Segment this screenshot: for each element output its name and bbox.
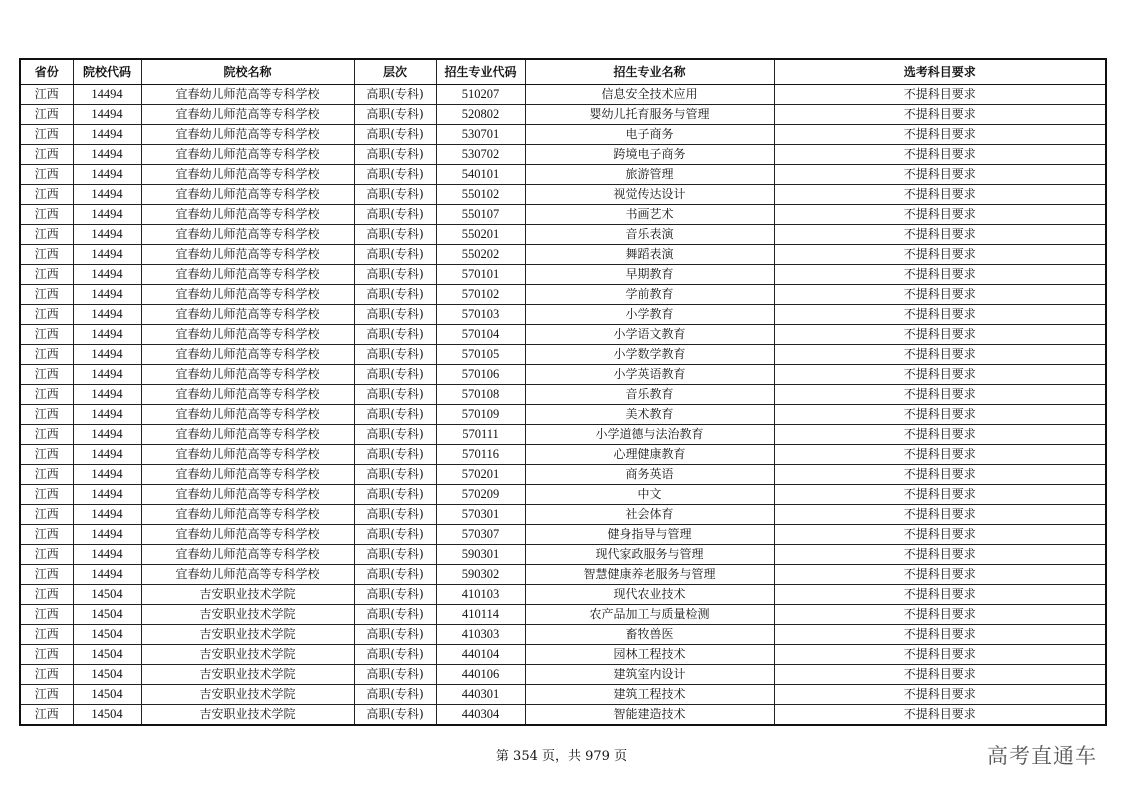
province-cell: 江西 (20, 585, 73, 605)
province-cell: 江西 (20, 525, 73, 545)
subject-requirement-cell: 不提科目要求 (774, 165, 1106, 185)
level-cell: 高职(专科) (354, 525, 436, 545)
school-code-cell: 14494 (73, 365, 141, 385)
major-name-cell: 信息安全技术应用 (525, 85, 774, 105)
subject-requirement-cell: 不提科目要求 (774, 365, 1106, 385)
school-name-cell: 宜春幼儿师范高等专科学校 (141, 325, 354, 345)
watermark-text: 高考直通车 (987, 744, 1097, 768)
major-code-cell: 530702 (436, 145, 525, 165)
school-name-cell: 宜春幼儿师范高等专科学校 (141, 465, 354, 485)
school-code-cell: 14504 (73, 685, 141, 705)
major-code-cell: 570108 (436, 385, 525, 405)
subject-requirement-cell: 不提科目要求 (774, 525, 1106, 545)
major-name-cell: 心理健康教育 (525, 445, 774, 465)
major-code-cell: 570106 (436, 365, 525, 385)
subject-requirement-cell: 不提科目要求 (774, 305, 1106, 325)
level-cell: 高职(专科) (354, 465, 436, 485)
province-cell: 江西 (20, 685, 73, 705)
subject-requirement-cell: 不提科目要求 (774, 185, 1106, 205)
province-cell: 江西 (20, 385, 73, 405)
table-body (20, 85, 1106, 726)
school-name-cell: 吉安职业技术学院 (141, 705, 354, 726)
subject-requirement-cell: 不提科目要求 (774, 605, 1106, 625)
subject-requirement-cell: 不提科目要求 (774, 625, 1106, 645)
province-cell: 江西 (20, 445, 73, 465)
province-cell: 江西 (20, 85, 73, 105)
major-name-cell: 小学数学教育 (525, 345, 774, 365)
major-code-cell: 550107 (436, 205, 525, 225)
table-row (20, 665, 1106, 685)
major-name-cell: 畜牧兽医 (525, 625, 774, 645)
table-row (20, 385, 1106, 405)
school-name-cell: 宜春幼儿师范高等专科学校 (141, 265, 354, 285)
school-code-cell: 14504 (73, 625, 141, 645)
school-name-cell: 宜春幼儿师范高等专科学校 (141, 425, 354, 445)
major-name-cell: 中文 (525, 485, 774, 505)
school-name-cell: 宜春幼儿师范高等专科学校 (141, 125, 354, 145)
province-cell: 江西 (20, 145, 73, 165)
major-code-cell: 570301 (436, 505, 525, 525)
school-name-cell: 宜春幼儿师范高等专科学校 (141, 365, 354, 385)
table-row (20, 105, 1106, 125)
major-name-cell: 智慧健康养老服务与管理 (525, 565, 774, 585)
school-name-cell: 宜春幼儿师范高等专科学校 (141, 145, 354, 165)
major-name-cell: 园林工程技术 (525, 645, 774, 665)
school-code-cell: 14494 (73, 505, 141, 525)
major-name-cell: 商务英语 (525, 465, 774, 485)
table-row (20, 425, 1106, 445)
table-row (20, 585, 1106, 605)
major-code-cell: 570105 (436, 345, 525, 365)
table-row (20, 245, 1106, 265)
school-code-cell: 14494 (73, 285, 141, 305)
level-cell: 高职(专科) (354, 545, 436, 565)
school-code-cell: 14494 (73, 545, 141, 565)
level-cell: 高职(专科) (354, 345, 436, 365)
province-cell: 江西 (20, 345, 73, 365)
school-name-cell: 吉安职业技术学院 (141, 685, 354, 705)
major-name-cell: 学前教育 (525, 285, 774, 305)
major-name-cell: 小学语文教育 (525, 325, 774, 345)
province-cell: 江西 (20, 305, 73, 325)
province-cell: 江西 (20, 285, 73, 305)
table-row (20, 625, 1106, 645)
table-row (20, 525, 1106, 545)
school-code-cell: 14494 (73, 185, 141, 205)
school-code-cell: 14494 (73, 465, 141, 485)
school-name-cell: 宜春幼儿师范高等专科学校 (141, 165, 354, 185)
level-cell: 高职(专科) (354, 285, 436, 305)
table-row (20, 445, 1106, 465)
major-code-cell: 570209 (436, 485, 525, 505)
level-cell: 高职(专科) (354, 645, 436, 665)
level-cell: 高职(专科) (354, 325, 436, 345)
province-cell: 江西 (20, 705, 73, 726)
school-code-cell: 14494 (73, 125, 141, 145)
province-cell: 江西 (20, 225, 73, 245)
table-row (20, 505, 1106, 525)
table-row (20, 705, 1106, 726)
major-name-cell: 书画艺术 (525, 205, 774, 225)
school-name-cell: 宜春幼儿师范高等专科学校 (141, 405, 354, 425)
level-cell: 高职(专科) (354, 305, 436, 325)
major-code-cell: 510207 (436, 85, 525, 105)
school-code-cell: 14504 (73, 665, 141, 685)
school-code-cell: 14494 (73, 205, 141, 225)
school-name-cell: 宜春幼儿师范高等专科学校 (141, 245, 354, 265)
province-cell: 江西 (20, 565, 73, 585)
subject-requirement-cell: 不提科目要求 (774, 485, 1106, 505)
subject-requirement-cell: 不提科目要求 (774, 705, 1106, 726)
school-code-cell: 14494 (73, 305, 141, 325)
subject-requirement-cell: 不提科目要求 (774, 565, 1106, 585)
province-cell: 江西 (20, 465, 73, 485)
table-row (20, 85, 1106, 105)
province-cell: 江西 (20, 545, 73, 565)
major-name-cell: 现代家政服务与管理 (525, 545, 774, 565)
major-code-cell: 570101 (436, 265, 525, 285)
level-cell: 高职(专科) (354, 245, 436, 265)
major-code-cell: 440301 (436, 685, 525, 705)
major-name-cell: 小学教育 (525, 305, 774, 325)
major-name-cell: 智能建造技术 (525, 705, 774, 726)
subject-requirement-cell: 不提科目要求 (774, 445, 1106, 465)
school-name-cell: 宜春幼儿师范高等专科学校 (141, 185, 354, 205)
major-code-cell: 570111 (436, 425, 525, 445)
school-code-cell: 14494 (73, 525, 141, 545)
level-cell: 高职(专科) (354, 85, 436, 105)
province-cell: 江西 (20, 205, 73, 225)
level-cell: 高职(专科) (354, 605, 436, 625)
header-major-code: 招生专业代码 (436, 59, 525, 85)
school-code-cell: 14494 (73, 345, 141, 365)
school-name-cell: 宜春幼儿师范高等专科学校 (141, 525, 354, 545)
table-row (20, 545, 1106, 565)
subject-requirement-cell: 不提科目要求 (774, 385, 1106, 405)
table-row (20, 485, 1106, 505)
school-name-cell: 吉安职业技术学院 (141, 585, 354, 605)
level-cell: 高职(专科) (354, 405, 436, 425)
major-code-cell: 410103 (436, 585, 525, 605)
school-code-cell: 14494 (73, 105, 141, 125)
table-row (20, 165, 1106, 185)
school-name-cell: 吉安职业技术学院 (141, 645, 354, 665)
level-cell: 高职(专科) (354, 665, 436, 685)
table-row (20, 225, 1106, 245)
school-code-cell: 14504 (73, 705, 141, 726)
subject-requirement-cell: 不提科目要求 (774, 545, 1106, 565)
major-code-cell: 570102 (436, 285, 525, 305)
province-cell: 江西 (20, 325, 73, 345)
school-name-cell: 宜春幼儿师范高等专科学校 (141, 445, 354, 465)
school-code-cell: 14494 (73, 245, 141, 265)
major-name-cell: 农产品加工与质量检测 (525, 605, 774, 625)
province-cell: 江西 (20, 125, 73, 145)
header-major-name: 招生专业名称 (525, 59, 774, 85)
table-row (20, 325, 1106, 345)
level-cell: 高职(专科) (354, 485, 436, 505)
subject-requirement-cell: 不提科目要求 (774, 245, 1106, 265)
header-level: 层次 (354, 59, 436, 85)
school-code-cell: 14494 (73, 445, 141, 465)
table-row (20, 145, 1106, 165)
level-cell: 高职(专科) (354, 625, 436, 645)
major-name-cell: 音乐教育 (525, 385, 774, 405)
subject-requirement-cell: 不提科目要求 (774, 505, 1106, 525)
major-name-cell: 电子商务 (525, 125, 774, 145)
table-row (20, 205, 1106, 225)
subject-requirement-cell: 不提科目要求 (774, 85, 1106, 105)
major-name-cell: 建筑工程技术 (525, 685, 774, 705)
major-code-cell: 440104 (436, 645, 525, 665)
school-code-cell: 14494 (73, 405, 141, 425)
header-province: 省份 (20, 59, 73, 85)
school-name-cell: 宜春幼儿师范高等专科学校 (141, 485, 354, 505)
major-code-cell: 590302 (436, 565, 525, 585)
school-name-cell: 宜春幼儿师范高等专科学校 (141, 385, 354, 405)
school-code-cell: 14504 (73, 605, 141, 625)
header-school-name: 院校名称 (141, 59, 354, 85)
level-cell: 高职(专科) (354, 205, 436, 225)
level-cell: 高职(专科) (354, 385, 436, 405)
level-cell: 高职(专科) (354, 685, 436, 705)
level-cell: 高职(专科) (354, 145, 436, 165)
major-name-cell: 舞蹈表演 (525, 245, 774, 265)
major-code-cell: 540101 (436, 165, 525, 185)
school-code-cell: 14494 (73, 85, 141, 105)
school-name-cell: 宜春幼儿师范高等专科学校 (141, 285, 354, 305)
province-cell: 江西 (20, 625, 73, 645)
major-name-cell: 视觉传达设计 (525, 185, 774, 205)
province-cell: 江西 (20, 645, 73, 665)
subject-requirement-cell: 不提科目要求 (774, 425, 1106, 445)
table-header-row (20, 59, 1106, 85)
data-sheet (19, 58, 1105, 726)
table-row (20, 345, 1106, 365)
school-name-cell: 宜春幼儿师范高等专科学校 (141, 345, 354, 365)
major-code-cell: 570201 (436, 465, 525, 485)
school-code-cell: 14504 (73, 645, 141, 665)
province-cell: 江西 (20, 245, 73, 265)
major-code-cell: 590301 (436, 545, 525, 565)
level-cell: 高职(专科) (354, 505, 436, 525)
province-cell: 江西 (20, 665, 73, 685)
major-name-cell: 健身指导与管理 (525, 525, 774, 545)
table-row (20, 285, 1106, 305)
school-code-cell: 14494 (73, 225, 141, 245)
province-cell: 江西 (20, 265, 73, 285)
school-code-cell: 14494 (73, 485, 141, 505)
subject-requirement-cell: 不提科目要求 (774, 225, 1106, 245)
major-name-cell: 跨境电子商务 (525, 145, 774, 165)
school-code-cell: 14494 (73, 145, 141, 165)
major-code-cell: 520802 (436, 105, 525, 125)
school-code-cell: 14494 (73, 165, 141, 185)
major-code-cell: 440106 (436, 665, 525, 685)
level-cell: 高职(专科) (354, 565, 436, 585)
subject-requirement-cell: 不提科目要求 (774, 125, 1106, 145)
major-name-cell: 旅游管理 (525, 165, 774, 185)
school-name-cell: 吉安职业技术学院 (141, 605, 354, 625)
level-cell: 高职(专科) (354, 445, 436, 465)
level-cell: 高职(专科) (354, 425, 436, 445)
school-code-cell: 14494 (73, 385, 141, 405)
school-name-cell: 宜春幼儿师范高等专科学校 (141, 105, 354, 125)
province-cell: 江西 (20, 365, 73, 385)
major-code-cell: 550201 (436, 225, 525, 245)
major-name-cell: 早期教育 (525, 265, 774, 285)
major-code-cell: 530701 (436, 125, 525, 145)
major-code-cell: 440304 (436, 705, 525, 726)
province-cell: 江西 (20, 405, 73, 425)
province-cell: 江西 (20, 105, 73, 125)
school-name-cell: 宜春幼儿师范高等专科学校 (141, 505, 354, 525)
header-subject-requirement: 选考科目要求 (774, 59, 1106, 85)
major-name-cell: 小学道德与法治教育 (525, 425, 774, 445)
table-row (20, 605, 1106, 625)
province-cell: 江西 (20, 505, 73, 525)
major-code-cell: 410114 (436, 605, 525, 625)
subject-requirement-cell: 不提科目要求 (774, 685, 1106, 705)
major-code-cell: 410303 (436, 625, 525, 645)
major-code-cell: 570116 (436, 445, 525, 465)
level-cell: 高职(专科) (354, 185, 436, 205)
table-row (20, 565, 1106, 585)
school-code-cell: 14494 (73, 425, 141, 445)
school-code-cell: 14494 (73, 265, 141, 285)
table-row (20, 645, 1106, 665)
subject-requirement-cell: 不提科目要求 (774, 345, 1106, 365)
major-code-cell: 550202 (436, 245, 525, 265)
level-cell: 高职(专科) (354, 165, 436, 185)
table-row (20, 125, 1106, 145)
subject-requirement-cell: 不提科目要求 (774, 205, 1106, 225)
major-code-cell: 570104 (436, 325, 525, 345)
major-code-cell: 550102 (436, 185, 525, 205)
level-cell: 高职(专科) (354, 265, 436, 285)
school-name-cell: 宜春幼儿师范高等专科学校 (141, 225, 354, 245)
table-row (20, 405, 1106, 425)
major-code-cell: 570109 (436, 405, 525, 425)
subject-requirement-cell: 不提科目要求 (774, 285, 1106, 305)
province-cell: 江西 (20, 605, 73, 625)
major-name-cell: 美术教育 (525, 405, 774, 425)
major-name-cell: 婴幼儿托育服务与管理 (525, 105, 774, 125)
school-name-cell: 宜春幼儿师范高等专科学校 (141, 85, 354, 105)
province-cell: 江西 (20, 185, 73, 205)
subject-requirement-cell: 不提科目要求 (774, 585, 1106, 605)
major-name-cell: 音乐表演 (525, 225, 774, 245)
subject-requirement-cell: 不提科目要求 (774, 105, 1106, 125)
school-name-cell: 宜春幼儿师范高等专科学校 (141, 565, 354, 585)
province-cell: 江西 (20, 425, 73, 445)
province-cell: 江西 (20, 485, 73, 505)
subject-requirement-cell: 不提科目要求 (774, 145, 1106, 165)
subject-requirement-cell: 不提科目要求 (774, 665, 1106, 685)
level-cell: 高职(专科) (354, 125, 436, 145)
table-row (20, 365, 1106, 385)
major-name-cell: 小学英语教育 (525, 365, 774, 385)
school-name-cell: 宜春幼儿师范高等专科学校 (141, 205, 354, 225)
subject-requirement-cell: 不提科目要求 (774, 265, 1106, 285)
major-name-cell: 建筑室内设计 (525, 665, 774, 685)
subject-requirement-cell: 不提科目要求 (774, 465, 1106, 485)
major-code-cell: 570307 (436, 525, 525, 545)
table-row (20, 465, 1106, 485)
level-cell: 高职(专科) (354, 585, 436, 605)
major-name-cell: 现代农业技术 (525, 585, 774, 605)
school-name-cell: 吉安职业技术学院 (141, 665, 354, 685)
header-school-code: 院校代码 (73, 59, 141, 85)
table-row (20, 685, 1106, 705)
school-code-cell: 14504 (73, 585, 141, 605)
school-name-cell: 吉安职业技术学院 (141, 625, 354, 645)
school-name-cell: 宜春幼儿师范高等专科学校 (141, 545, 354, 565)
level-cell: 高职(专科) (354, 225, 436, 245)
school-name-cell: 宜春幼儿师范高等专科学校 (141, 305, 354, 325)
table-row (20, 305, 1106, 325)
admission-table (19, 58, 1107, 726)
school-code-cell: 14494 (73, 565, 141, 585)
page-number: 第 354 页，共 979 页 (495, 749, 628, 764)
table-row (20, 265, 1106, 285)
subject-requirement-cell: 不提科目要求 (774, 325, 1106, 345)
province-cell: 江西 (20, 165, 73, 185)
major-code-cell: 570103 (436, 305, 525, 325)
subject-requirement-cell: 不提科目要求 (774, 645, 1106, 665)
level-cell: 高职(专科) (354, 365, 436, 385)
school-code-cell: 14494 (73, 325, 141, 345)
subject-requirement-cell: 不提科目要求 (774, 405, 1106, 425)
level-cell: 高职(专科) (354, 705, 436, 726)
table-row (20, 185, 1106, 205)
major-name-cell: 社会体育 (525, 505, 774, 525)
level-cell: 高职(专科) (354, 105, 436, 125)
